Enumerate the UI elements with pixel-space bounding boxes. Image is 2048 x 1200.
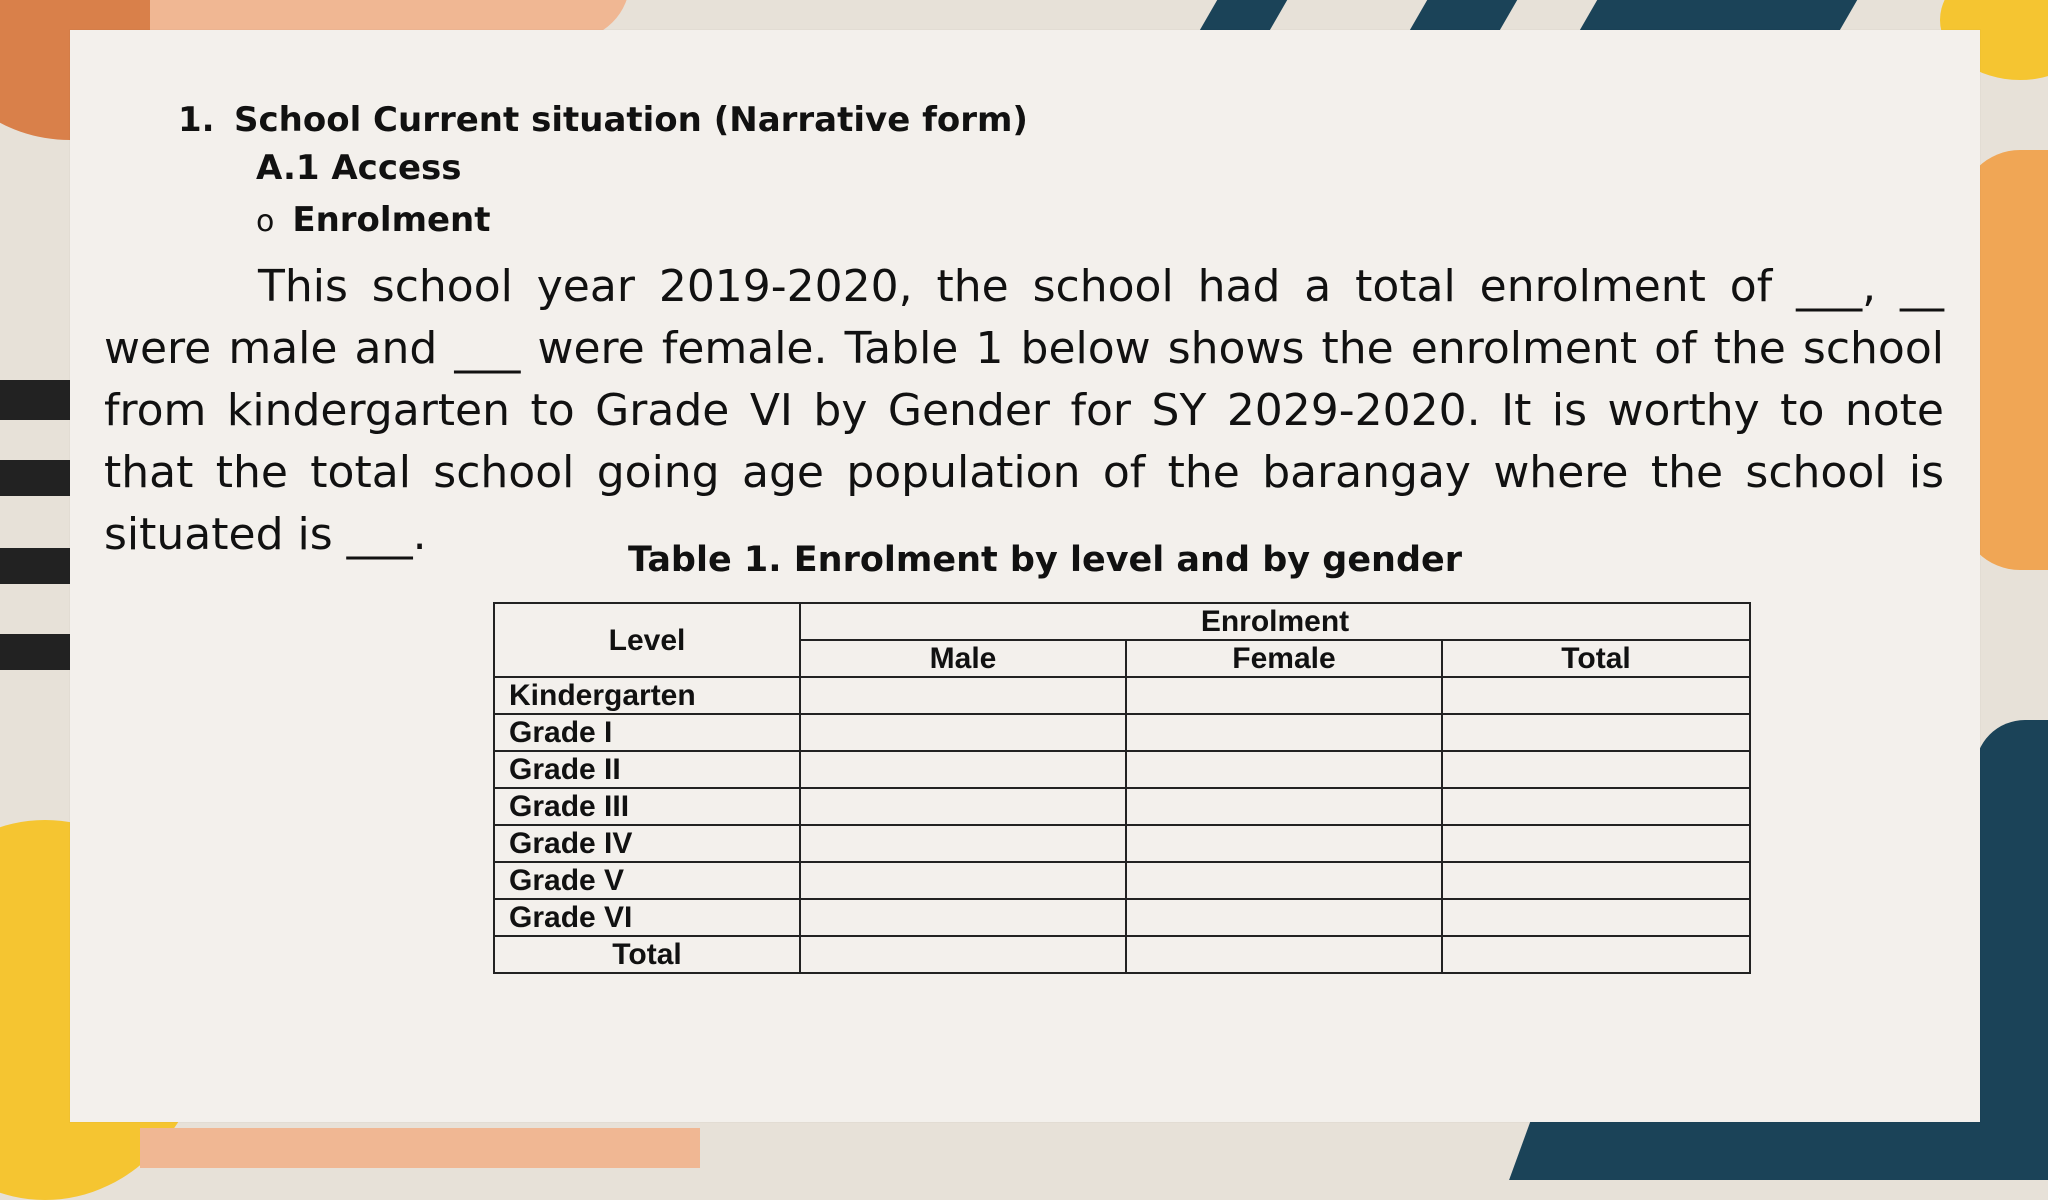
female-cell[interactable] <box>1126 788 1442 825</box>
bullet-circle-icon: o <box>256 204 275 239</box>
header-enrolment-group: Enrolment <box>800 603 1750 640</box>
male-total-cell[interactable] <box>800 936 1126 973</box>
male-cell[interactable] <box>800 899 1126 936</box>
table-row <box>494 677 1750 714</box>
bullet-label: Enrolment <box>292 200 491 240</box>
bg-shape-navy-right <box>1975 720 2048 1180</box>
table-caption: Table 1. Enrolment by level and by gender <box>627 540 1463 580</box>
total-cell[interactable] <box>1442 751 1750 788</box>
table-row <box>494 788 1750 825</box>
bg-shape-navy-bottom <box>1509 1120 2048 1180</box>
bg-stripe-left-3 <box>0 548 72 584</box>
bg-stripe-left-2 <box>0 460 72 496</box>
header-female: Female <box>1126 640 1442 677</box>
male-cell[interactable] <box>800 825 1126 862</box>
total-cell[interactable] <box>1442 677 1750 714</box>
narrative-paragraph <box>104 256 1944 566</box>
table-row <box>494 751 1750 788</box>
total-cell[interactable] <box>1442 862 1750 899</box>
bg-stripe-left-4 <box>0 634 72 670</box>
bullet-item-enrolment <box>256 200 491 240</box>
total-cell[interactable] <box>1442 825 1750 862</box>
subsection-heading: A.1 Access <box>256 148 462 188</box>
female-cell[interactable] <box>1126 825 1442 862</box>
male-cell[interactable] <box>800 788 1126 825</box>
female-cell[interactable] <box>1126 899 1442 936</box>
male-cell[interactable] <box>800 714 1126 751</box>
enrolment-table <box>493 602 1751 974</box>
grand-total-cell[interactable] <box>1442 936 1750 973</box>
section-number: 1. <box>178 100 215 140</box>
total-cell[interactable] <box>1442 714 1750 751</box>
female-cell[interactable] <box>1126 714 1442 751</box>
level-label: Kindergarten <box>494 677 800 714</box>
level-label: Grade VI <box>494 899 800 936</box>
level-label: Grade II <box>494 751 800 788</box>
male-cell[interactable] <box>800 751 1126 788</box>
section-heading <box>178 100 1028 140</box>
section-title: School Current situation (Narrative form) <box>234 100 1028 140</box>
header-total: Total <box>1442 640 1750 677</box>
female-cell[interactable] <box>1126 677 1442 714</box>
table-row <box>494 899 1750 936</box>
level-label: Grade I <box>494 714 800 751</box>
level-label: Grade III <box>494 788 800 825</box>
table-row <box>494 862 1750 899</box>
male-cell[interactable] <box>800 862 1126 899</box>
total-cell[interactable] <box>1442 899 1750 936</box>
level-label: Grade V <box>494 862 800 899</box>
total-cell[interactable] <box>1442 788 1750 825</box>
table-total-row <box>494 936 1750 973</box>
female-total-cell[interactable] <box>1126 936 1442 973</box>
female-cell[interactable] <box>1126 862 1442 899</box>
female-cell[interactable] <box>1126 751 1442 788</box>
bg-shape-orange-bottom <box>140 1128 700 1168</box>
slide-card <box>70 30 1980 1122</box>
total-row-label: Total <box>494 936 800 973</box>
header-level: Level <box>494 603 800 677</box>
male-cell[interactable] <box>800 677 1126 714</box>
level-label: Grade IV <box>494 825 800 862</box>
table-header-row-1 <box>494 603 1750 640</box>
table-row <box>494 825 1750 862</box>
bg-stripe-left-1 <box>0 380 72 420</box>
narrative-text: This school year 2019-2020, the school had a total enrolment of ___, __ were male and ___ were female. Table 1 below shows the enrolment of the school from kindergarten to Grade VI by Gender for SY 2029-2020. It is worthy to note that the total school going age population of the barangay where the school is situated is ___. <box>104 261 1944 560</box>
header-male: Male <box>800 640 1126 677</box>
table-row <box>494 714 1750 751</box>
